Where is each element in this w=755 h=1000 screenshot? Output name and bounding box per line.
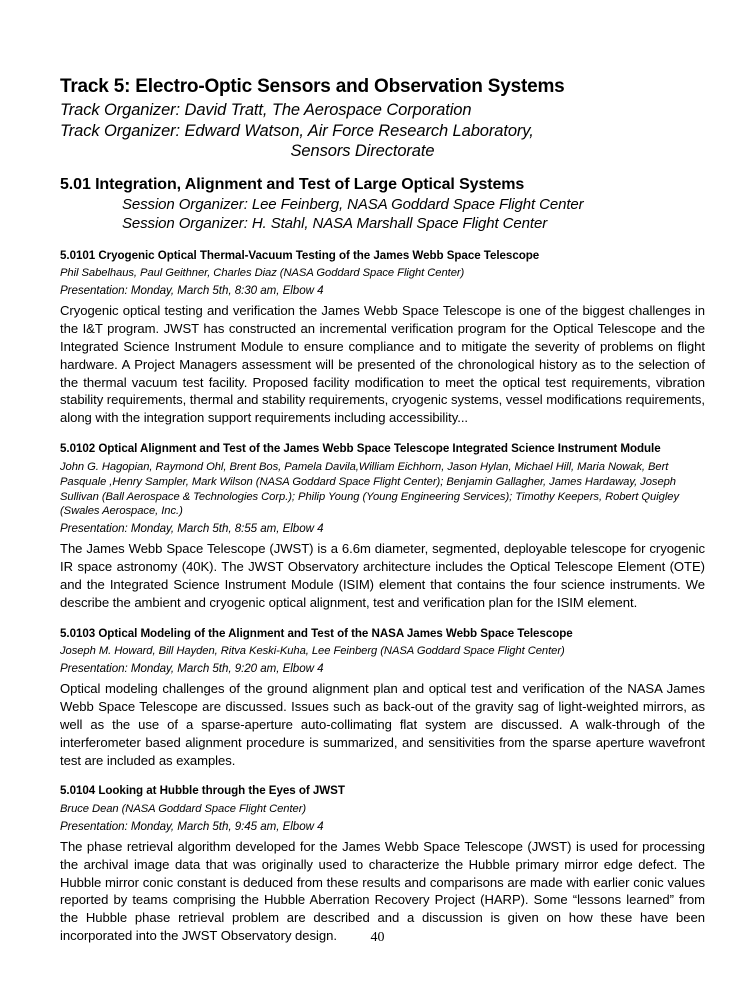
paper-title: 5.0102 Optical Alignment and Test of the James Webb Space Telescope Integrated Science Instrument Module — [60, 441, 661, 455]
session-organizer-1: Session Organizer: Lee Feinberg, NASA Goddard Space Flight Center — [122, 195, 584, 213]
track-organizer-1: Track Organizer: David Tratt, The Aerospace Corporation — [60, 101, 472, 120]
track-organizer-2: Track Organizer: Edward Watson, Air Force Research Laboratory, — [60, 121, 534, 140]
session-organizer-2: Session Organizer: H. Stahl, NASA Marshall Space Flight Center — [122, 214, 548, 232]
paper-abstract: The James Webb Space Telescope (JWST) is a 6.6m diameter, segmented, deployable telescope for cryogenic IR space astronomy (40K). The JWST Observatory architecture includes the Optical Telescope Element (OTE) and the Integrated Science Instrument Module (ISIM) element that contains the four science instruments. We describe the ambient and cryogenic optical alignment, test and verification plan for the ISIM element. — [60, 541, 705, 610]
track-header — [60, 76, 705, 162]
paper-title: 5.0101 Cryogenic Optical Thermal-Vacuum Testing of the James Webb Space Telescope — [60, 248, 540, 262]
paper-authors: Phil Sabelhaus, Paul Geithner, Charles Diaz (NASA Goddard Space Flight Center) — [60, 267, 465, 280]
paper-entry — [60, 784, 705, 945]
paper-title: 5.0103 Optical Modeling of the Alignment and Test of the NASA James Webb Space Telescope — [60, 626, 573, 640]
paper-presentation-details: Presentation: Monday, March 5th, 9:20 am, Elbow 4 — [60, 662, 324, 676]
paper-authors: John G. Hagopian, Raymond Ohl, Brent Bos, Pamela Davila,William Eichhorn, Jason Hylan, Michael Hill, Maria Nowak, Bert Pasquale ,Henry Sampler, Mark Wilson (NASA Goddard Space Flight Center); Benjamin Gallagher, James Hardaway, Joseph Sullivan (Ball Aerospace & Technologies Corp.); Philip Young (Young Engineering Services); Timothy Keepers, Robert Quigley (Swales Aerospace, Inc.) — [60, 460, 679, 518]
track-organizer-2-continuation: Sensors Directorate — [290, 142, 435, 161]
track-title: Track 5: Electro-Optic Sensors and Observation Systems — [60, 76, 565, 97]
paper-authors: Bruce Dean (NASA Goddard Space Flight Center) — [60, 803, 307, 816]
session-header — [60, 176, 705, 234]
page-number: 40 — [370, 930, 385, 945]
paper-authors: Joseph M. Howard, Bill Hayden, Ritva Keski-Kuha, Lee Feinberg (NASA Goddard Space Flight Center) — [60, 645, 565, 658]
paper-entry — [60, 249, 705, 427]
paper-presentation-details: Presentation: Monday, March 5th, 9:45 am, Elbow 4 — [60, 820, 324, 834]
paper-title: 5.0104 Looking at Hubble through the Eyes of JWST — [60, 784, 345, 798]
paper-abstract: The phase retrieval algorithm developed for the James Webb Space Telescope (JWST) is used for processing the archival image data that was originally used to characterize the Hubble primary mirror edge defect. The Hubble mirror conic constant is deduced from these results and comparisons are made with earlier conic values reported by teams comprising the Hubble Aberration Recovery Project (HARP). Some “lessons learned” from the Hubble phase retrieval problem are described and a discussion is given on how these have been incorporated into the JWST Observatory design. — [60, 839, 705, 944]
paper-abstract: Cryogenic optical testing and verification the James Webb Space Telescope is one of the biggest challenges in the I&T program. JWST has constructed an incremental verification program for the Optical Telescope and the Integrated Science Instrument Module to ensure compliance and to mitigate the severity of problems on flight hardware. A Project Managers assessment will be presented of the chronological history as to the selection of the thermal vacuum test facility. Proposed facility modification to meet the optical test requirements, vibration stability requirements, thermal and stability requirements, cryogenic systems, vessel modifications requirements, along with the integration support requirements including accessibility... — [60, 303, 705, 426]
session-title: 5.01 Integration, Alignment and Test of Large Optical Systems — [60, 175, 525, 193]
paper-entry — [60, 627, 705, 770]
paper-abstract: Optical modeling challenges of the ground alignment plan and optical test and verification of the NASA James Webb Space Telescope are discussed. Issues such as back-out of the gravity sag of light-weighted mirrors, as well as the use of a sparse-aperture auto-collimating flat system are discussed. A walk-through of the interferometer based alignment procedure is summarized, and sensitivities from the sparse aperture wavefront test are included as examples. — [60, 681, 705, 768]
paper-presentation-details: Presentation: Monday, March 5th, 8:55 am, Elbow 4 — [60, 522, 324, 536]
paper-entry — [60, 442, 705, 612]
paper-presentation-details: Presentation: Monday, March 5th, 8:30 am, Elbow 4 — [60, 284, 324, 298]
